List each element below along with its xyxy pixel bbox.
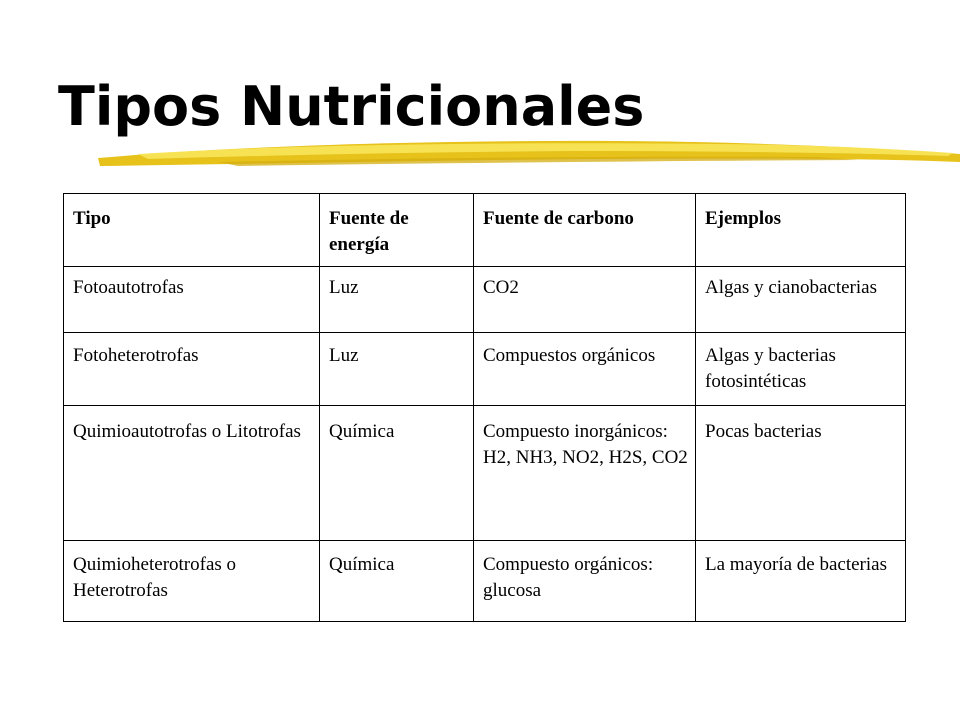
- table-cell: Pocas bacterias: [696, 406, 906, 541]
- header-cell-fuente-energia: Fuente de energía: [320, 194, 474, 267]
- header-cell-fuente-carbono: Fuente de carbono: [474, 194, 696, 267]
- table-row: [64, 267, 906, 333]
- slide-title: Tipos Nutricionales: [58, 75, 645, 138]
- table-row: [64, 541, 906, 622]
- table-cell: Algas y bacterias fotosintéticas: [696, 333, 906, 406]
- table-cell: Luz: [320, 267, 474, 333]
- title-brush-stroke: [98, 132, 960, 176]
- table-cell: CO2: [474, 267, 696, 333]
- header-cell-tipo: Tipo: [64, 194, 320, 267]
- table-cell: Algas y cianobacterias: [696, 267, 906, 333]
- table-row: [64, 333, 906, 406]
- table-cell: Compuestos orgánicos: [474, 333, 696, 406]
- table-cell: Quimioautotrofas o Litotrofas: [64, 406, 320, 541]
- table-cell: Fotoautotrofas: [64, 267, 320, 333]
- header-cell-ejemplos: Ejemplos: [696, 194, 906, 267]
- table-row: [64, 406, 906, 541]
- table-cell: Compuesto orgánicos: glucosa: [474, 541, 696, 622]
- table-cell: Química: [320, 541, 474, 622]
- table-header-row: [64, 194, 906, 267]
- table-cell: Fotoheterotrofas: [64, 333, 320, 406]
- nutrition-types-table: [63, 193, 906, 622]
- table-cell: Compuesto inorgánicos: H2, NH3, NO2, H2S, CO2: [474, 406, 696, 541]
- table-cell: La mayoría de bacterias: [696, 541, 906, 622]
- table-cell: Quimioheterotrofas o Heterotrofas: [64, 541, 320, 622]
- table-cell: Química: [320, 406, 474, 541]
- table-cell: Luz: [320, 333, 474, 406]
